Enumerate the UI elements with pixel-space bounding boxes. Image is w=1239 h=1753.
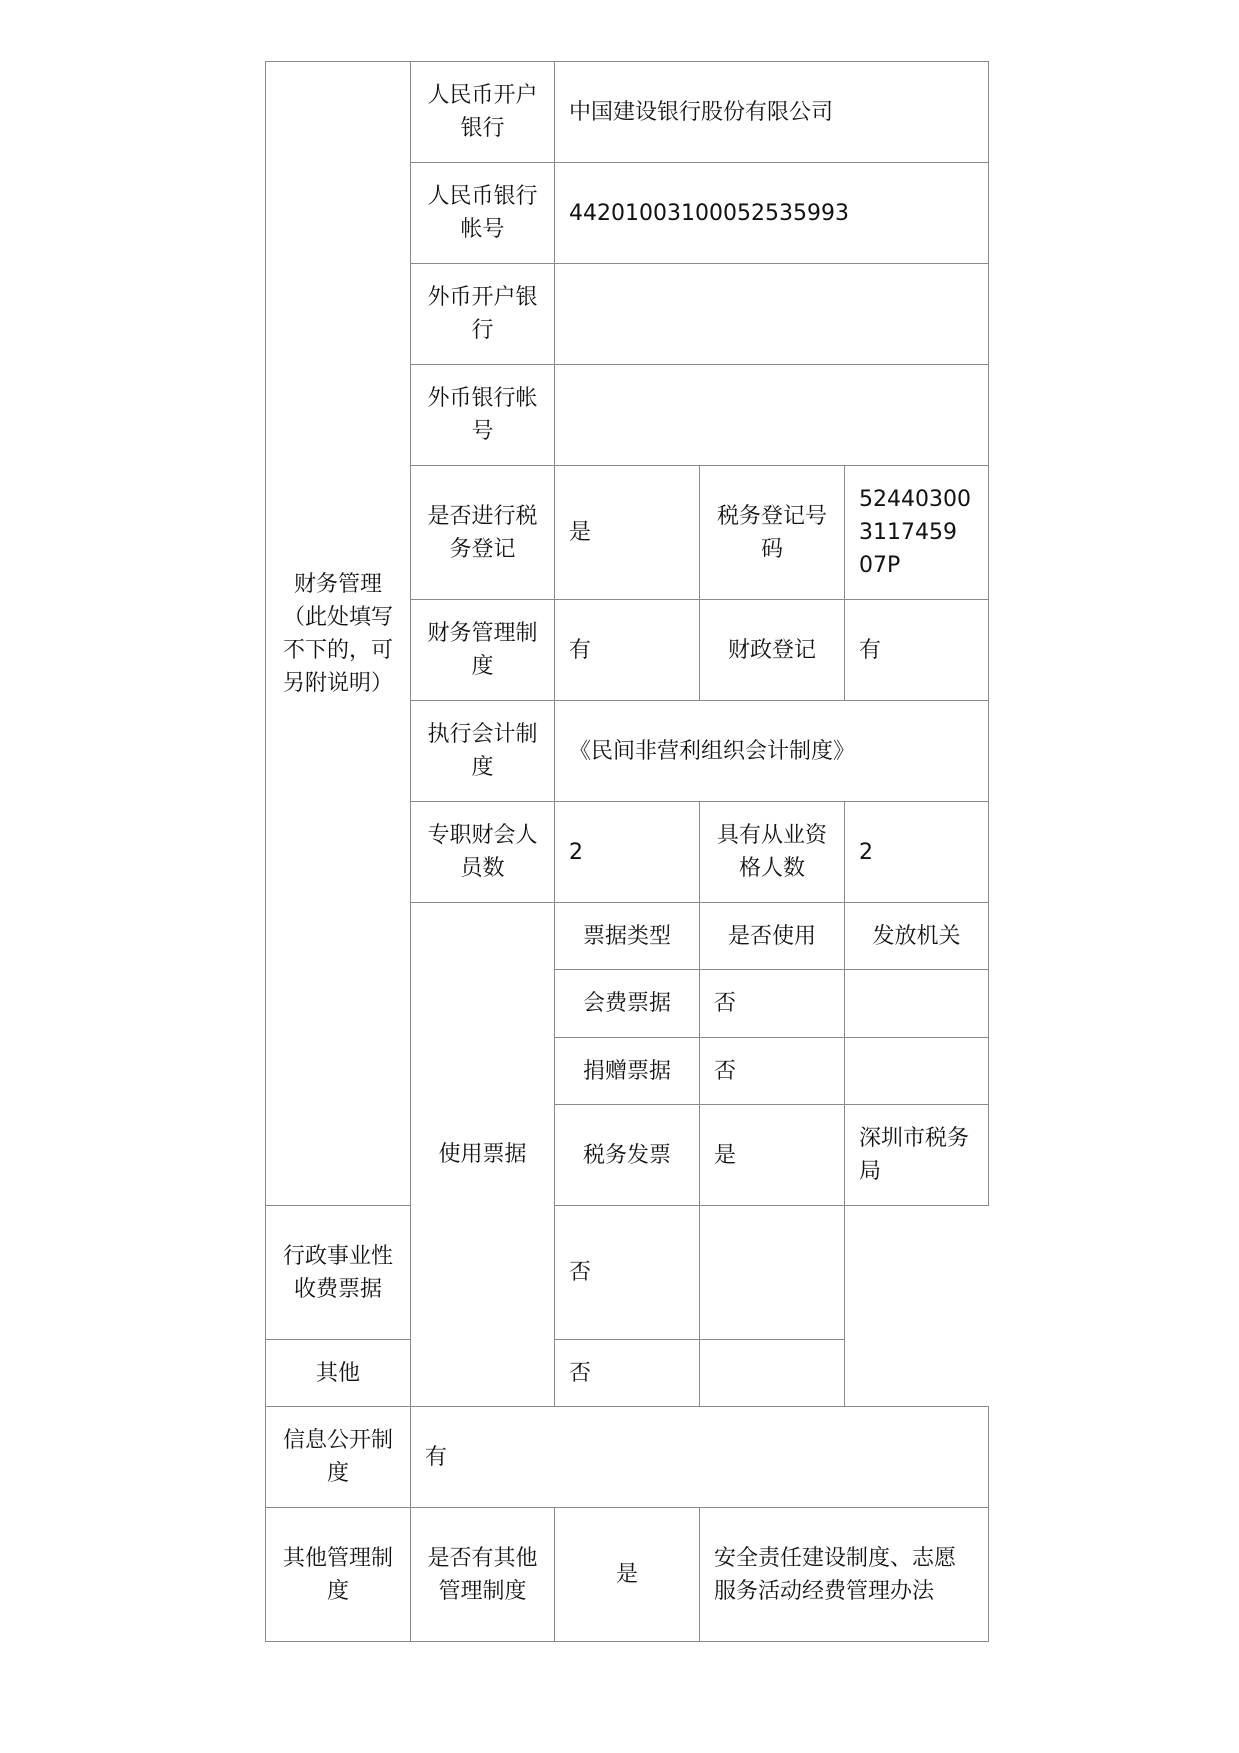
fx-account-value bbox=[555, 365, 989, 466]
finance-section-label: 财务管理（此处填写不下的，可另附说明） bbox=[266, 62, 411, 1206]
receipt-used-header: 是否使用 bbox=[700, 903, 845, 970]
row-other-management bbox=[266, 1508, 989, 1642]
fx-bank-label: 外币开户银行 bbox=[411, 264, 555, 365]
finance-form-table bbox=[265, 61, 989, 1642]
staff-value: 2 bbox=[555, 802, 700, 903]
finance-system-label: 财务管理制度 bbox=[411, 600, 555, 701]
table-row bbox=[266, 1340, 989, 1407]
rmb-account-value: 44201003100052535993 bbox=[555, 163, 989, 264]
tax-number-value: 524403003117459 07P bbox=[845, 466, 989, 600]
receipt-type: 会费票据 bbox=[555, 970, 700, 1038]
rmb-bank-value: 中国建设银行股份有限公司 bbox=[555, 62, 989, 163]
accounting-system-value: 《民间非营利组织会计制度》 bbox=[555, 701, 989, 802]
table-row bbox=[266, 1206, 989, 1340]
receipt-issuer bbox=[700, 1340, 845, 1407]
receipt-used: 否 bbox=[555, 1206, 700, 1340]
receipt-used: 否 bbox=[700, 970, 845, 1038]
receipt-issuer bbox=[845, 1038, 989, 1105]
receipt-type: 其他 bbox=[266, 1340, 411, 1407]
rmb-account-label: 人民币银行帐号 bbox=[411, 163, 555, 264]
receipt-type: 行政事业性收费票据 bbox=[266, 1206, 411, 1340]
receipt-issuer-header: 发放机关 bbox=[845, 903, 989, 970]
fx-account-label: 外币银行帐号 bbox=[411, 365, 555, 466]
staff-label: 专职财会人员数 bbox=[411, 802, 555, 903]
tax-number-label: 税务登记号码 bbox=[700, 466, 845, 600]
receipts-label: 使用票据 bbox=[411, 903, 555, 1407]
other-management-question: 是否有其他管理制度 bbox=[411, 1508, 555, 1642]
row-info-disclosure bbox=[266, 1407, 989, 1508]
other-management-detail: 安全责任建设制度、志愿服务活动经费管理办法 bbox=[700, 1508, 989, 1642]
qualified-value: 2 bbox=[845, 802, 989, 903]
receipt-used: 否 bbox=[555, 1340, 700, 1407]
accounting-system-label: 执行会计制度 bbox=[411, 701, 555, 802]
tax-registered-value: 是 bbox=[555, 466, 700, 600]
fx-bank-value bbox=[555, 264, 989, 365]
receipt-type-header: 票据类型 bbox=[555, 903, 700, 970]
tax-registered-label: 是否进行税务登记 bbox=[411, 466, 555, 600]
fiscal-registration-value: 有 bbox=[845, 600, 989, 701]
row-rmb-bank bbox=[266, 62, 989, 163]
receipt-type: 捐赠票据 bbox=[555, 1038, 700, 1105]
other-management-label: 其他管理制度 bbox=[266, 1508, 411, 1642]
info-disclosure-label: 信息公开制度 bbox=[266, 1407, 411, 1508]
fiscal-registration-label: 财政登记 bbox=[700, 600, 845, 701]
qualified-label: 具有从业资格人数 bbox=[700, 802, 845, 903]
receipt-type: 税务发票 bbox=[555, 1105, 700, 1206]
receipt-issuer bbox=[700, 1206, 845, 1340]
rmb-bank-label: 人民币开户银行 bbox=[411, 62, 555, 163]
receipt-issuer: 深圳市税务局 bbox=[845, 1105, 989, 1206]
receipt-used: 否 bbox=[700, 1038, 845, 1105]
info-disclosure-value: 有 bbox=[411, 1407, 989, 1508]
other-management-answer: 是 bbox=[555, 1508, 700, 1642]
receipt-issuer bbox=[845, 970, 989, 1038]
receipt-used: 是 bbox=[700, 1105, 845, 1206]
finance-system-value: 有 bbox=[555, 600, 700, 701]
